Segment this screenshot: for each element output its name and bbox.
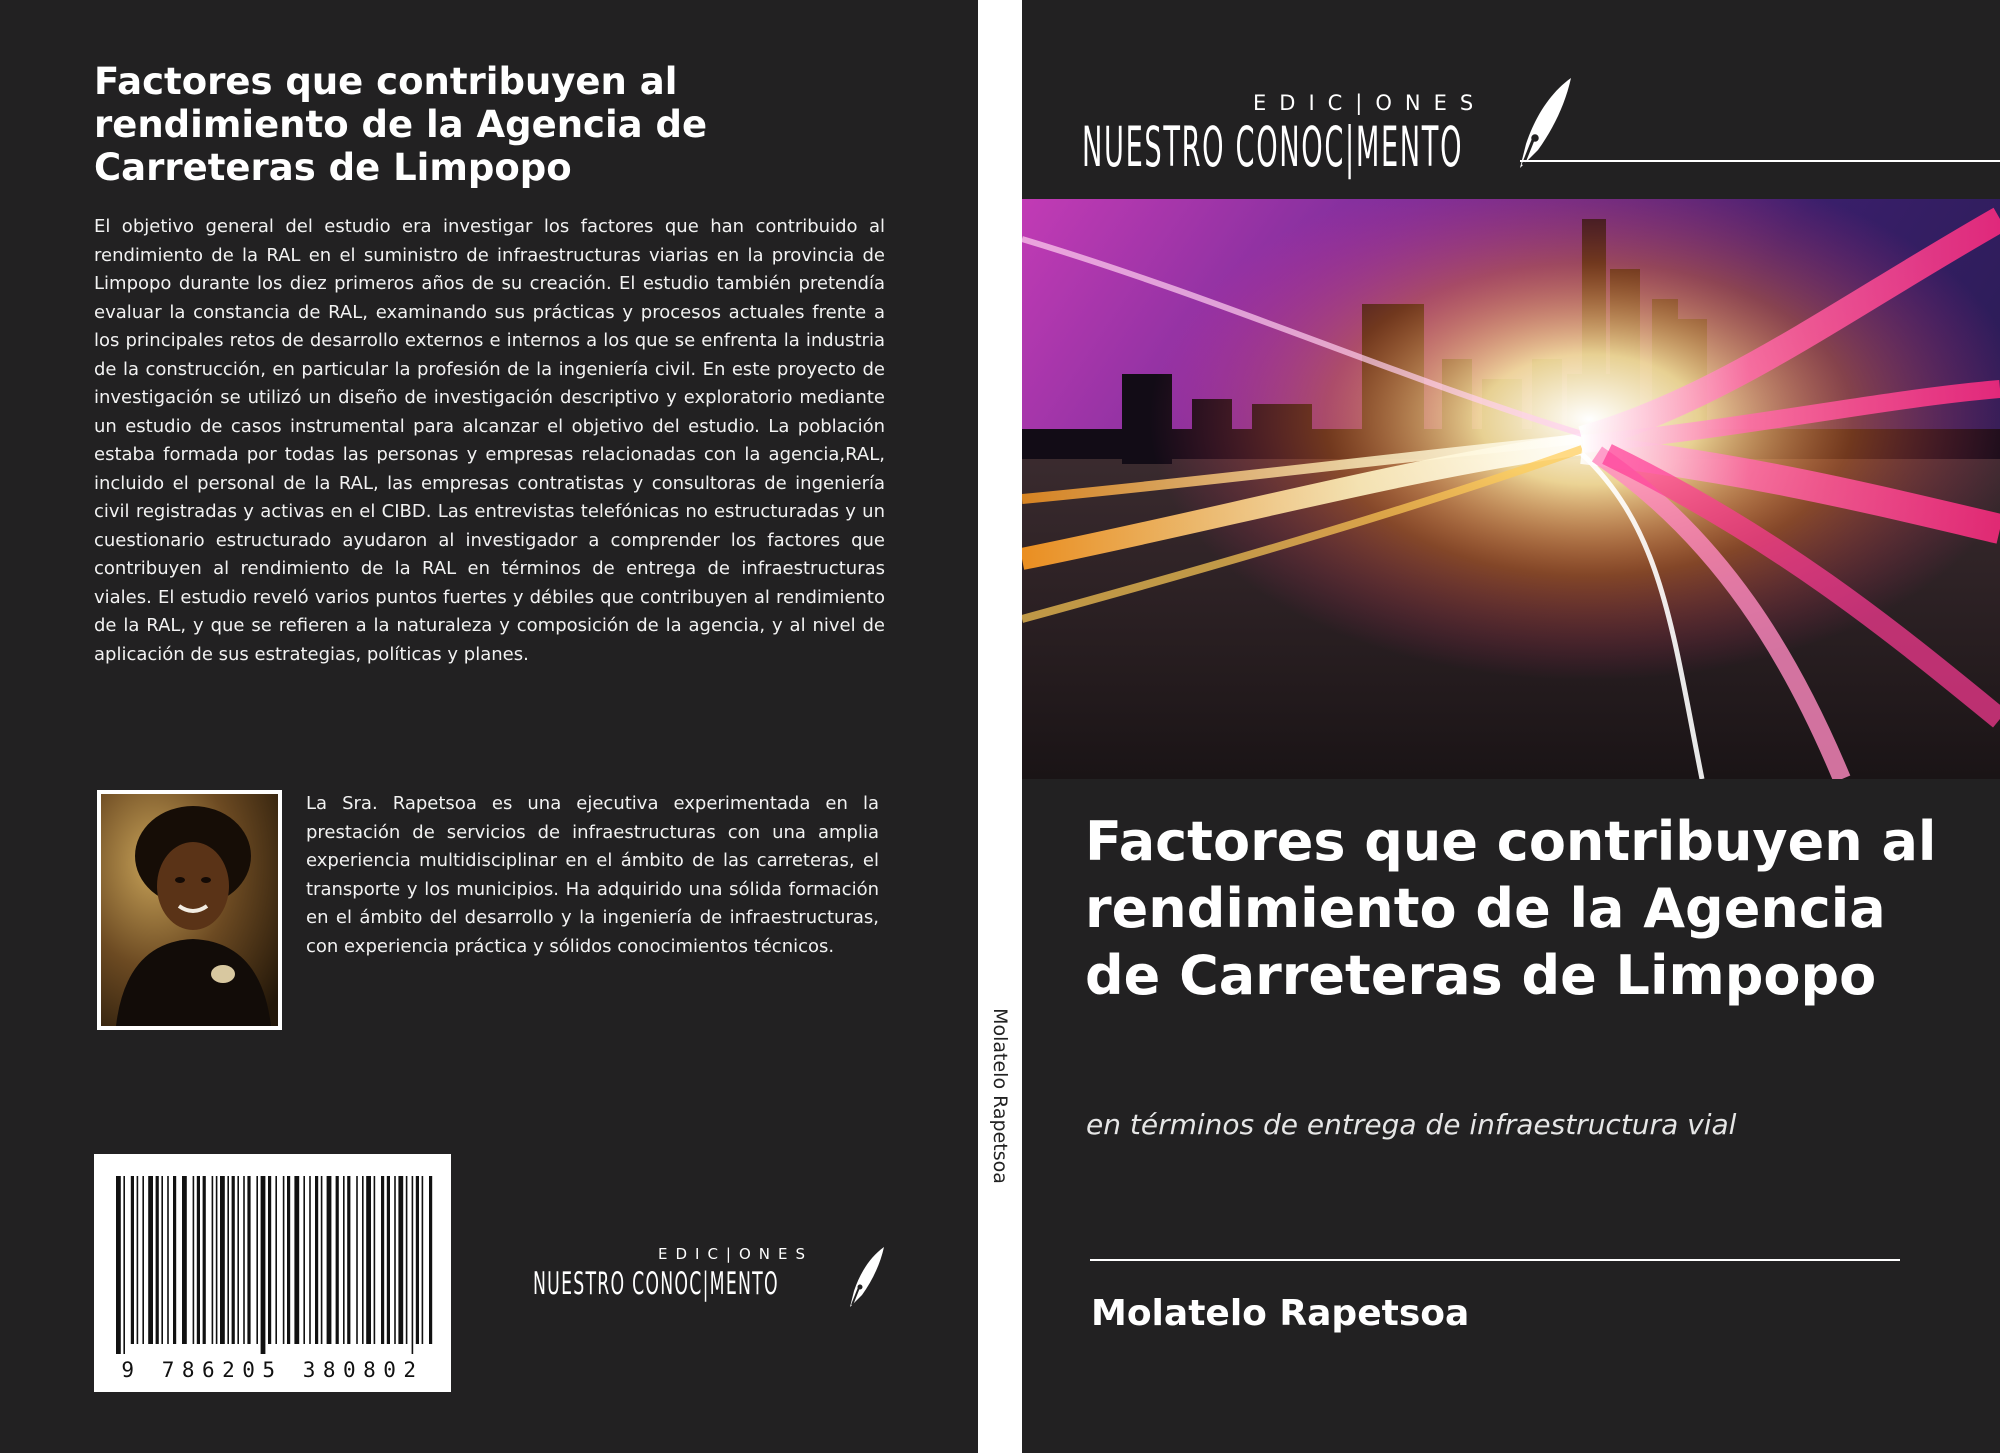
barcode-bar: [243, 1176, 245, 1344]
author-divider: [1090, 1259, 1900, 1261]
author-bio: La Sra. Rapetsoa es una ejecutiva experimentada en la prestación de servicios de infraestructuras con una amplia experiencia multidisciplinar en el ámbito de las carreteras, el transporte y los municipios. Ha adquirido una sólida formación en el ámbito del desarrollo y la ingeniería de infraestructuras, con experiencia práctica y sólidos conocimientos técnicos.: [306, 793, 879, 957]
barcode-bar: [156, 1176, 159, 1344]
barcode-bar: [275, 1176, 277, 1344]
front-cover-title: Factores que contribuyen al rendimiento de la Agencia de Carreteras de Limpopo: [1085, 810, 1937, 1007]
barcode-bar: [256, 1176, 258, 1344]
barcode-bar: [182, 1176, 187, 1344]
barcode-bar: [422, 1176, 424, 1344]
spine-author: Molatelo Rapetsoa: [989, 1008, 1011, 1184]
author-photo: [97, 790, 282, 1030]
fountain-pen-nib-icon: [1516, 75, 1578, 171]
barcode-bar: [406, 1176, 408, 1344]
barcode-bar: [131, 1176, 134, 1344]
barcode-bar: [303, 1176, 305, 1344]
barcode-bar: [197, 1176, 200, 1344]
barcode-bar: [283, 1176, 285, 1344]
back-publisher-logo: [530, 1245, 900, 1315]
spine: [978, 0, 1022, 1453]
publisher-name-line1: EDIC|ONES: [1253, 91, 1487, 115]
barcode-bar: [347, 1176, 350, 1344]
barcode-bar: [137, 1176, 139, 1344]
barcode-bar: [374, 1176, 376, 1344]
barcode-bar: [398, 1176, 403, 1344]
barcode-bar: [366, 1176, 371, 1344]
publisher-name-line2: NUESTRO CONOC|MENTO: [1082, 115, 1464, 179]
front-cover-author: Molatelo Rapetsoa: [1091, 1293, 1470, 1334]
barcode-bar: [261, 1176, 266, 1354]
back-cover-title: Factores que contribuyen al rendimiento de la Agencia de Carreteras de Limpopo: [94, 60, 708, 189]
isbn-digits: 9 786205 380802: [121, 1358, 424, 1382]
barcode-bar: [356, 1176, 358, 1344]
barcode-bar: [429, 1176, 432, 1344]
publisher-name-line1: EDIC|ONES: [658, 1245, 814, 1263]
cover-image-city-light-trails: [1022, 199, 2000, 779]
barcode-bar: [237, 1176, 239, 1344]
back-cover: [0, 0, 978, 1453]
barcode-bar: [123, 1176, 125, 1354]
barcode-bar: [142, 1176, 144, 1344]
barcode-bar: [416, 1176, 419, 1344]
fountain-pen-nib-icon: [848, 1245, 888, 1309]
barcode-bar: [203, 1176, 206, 1344]
barcode-bar: [309, 1176, 311, 1344]
barcode-bar: [287, 1176, 290, 1344]
barcode-bar: [232, 1176, 235, 1344]
barcode-bar: [247, 1176, 250, 1344]
publisher-name-line2: NUESTRO CONOC|MENTO: [533, 1266, 779, 1302]
barcode-bar: [212, 1176, 214, 1344]
barcode-bar: [362, 1176, 364, 1344]
front-cover-subtitle: en términos de entrega de infraestructura vial: [1086, 1108, 1737, 1141]
barcode-bar: [381, 1176, 384, 1344]
barcode-bar: [294, 1176, 299, 1344]
barcode-bar: [193, 1176, 195, 1344]
isbn-barcode: [94, 1154, 451, 1392]
barcode-bar: [173, 1176, 176, 1344]
barcode-bar: [148, 1176, 153, 1344]
barcode-bar: [220, 1176, 225, 1344]
barcode-bar: [167, 1176, 169, 1344]
barcode-bar: [394, 1176, 396, 1344]
barcode-bar: [116, 1176, 121, 1354]
barcode-bar: [161, 1176, 163, 1344]
barcode-bar: [315, 1176, 318, 1344]
barcode-bar: [216, 1176, 218, 1344]
logo-rule: [1520, 160, 2000, 162]
front-publisher-logo: [1080, 85, 2000, 179]
barcode-bar: [268, 1176, 271, 1344]
barcode-bar: [343, 1176, 345, 1344]
barcode-bar: [227, 1176, 229, 1344]
barcode-bar: [321, 1176, 323, 1344]
abstract-text: El objetivo general del estudio era investigar los factores que han contribuido al rendimiento de la RAL en el suministro de infraestructuras viarias en la provincia de Limpopo durante los diez primeros años de su creación. El estudio también pretendía evaluar la constancia de RAL, examinando sus prácticas y procesos actuales frente a los principales retos de desarrollo externos e internos a los que se enfrenta la industria de la construcción, en particular la profesión de la ingeniería civil. En este proyecto de investigación se utilizó un diseño de investigación descriptivo y exploratorio mediante un estudio de casos instrumental para alcanzar el objetivo del estudio. La población estaba formada por todas las personas y empresas relacionadas con la agencia,RAL, incluido el personal de la RAL, las empresas contratistas y consultoras de ingeniería civil registradas y activas en el CIBD. Las entrevistas telefónicas no estructuradas y un cuestionario estructurado ayudaron al investigador a comprender los factores que contribuyen al rendimiento de la RAL en términos de entrega de infraestructuras viales. El estudio reveló varios puntos fuertes y débiles que contribuyen al rendimiento de la RAL, y que se refieren a la naturaleza y composición de la agencia, y al nivel de aplicación de sus estrategias, políticas y planes.: [94, 216, 885, 665]
barcode-bar: [387, 1176, 390, 1344]
barcode-bar: [327, 1176, 332, 1344]
barcode-bar: [412, 1176, 414, 1354]
barcode-bar: [336, 1176, 339, 1344]
